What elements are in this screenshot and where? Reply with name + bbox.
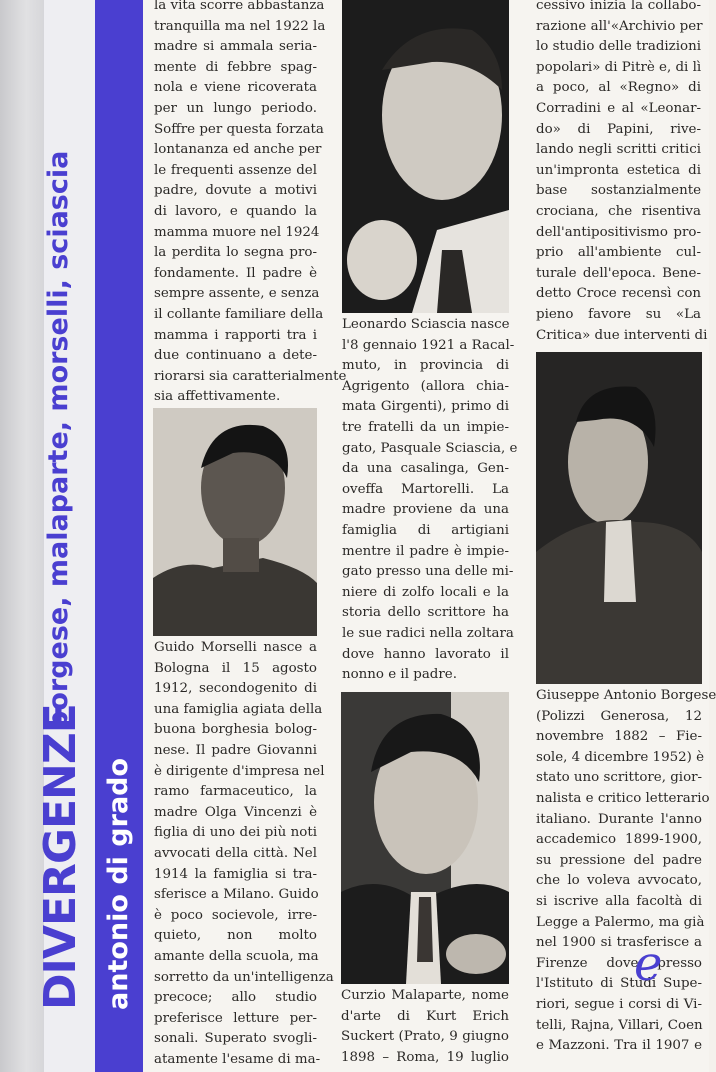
text-line: gato, Pasquale Sciascia, e xyxy=(342,440,518,456)
logo-letter: e xyxy=(634,936,663,992)
text-line: Bologna il 15 agosto xyxy=(154,660,317,676)
text-line: si iscrive alla facoltà di xyxy=(536,893,702,909)
text-line: a poco, al «Regno» di xyxy=(536,80,701,96)
text-line: d'arte di Kurt Erich xyxy=(341,1008,509,1024)
text-line: famiglia di artigiani xyxy=(342,522,509,538)
text-line: è poco socievole, irre- xyxy=(154,907,317,923)
text-line: Critica» due interventi di xyxy=(536,327,708,343)
text-line: mamma muore nel 1924 xyxy=(154,224,320,240)
photo-morselli xyxy=(153,408,317,636)
text-line: figlia di uno dei più noti xyxy=(154,825,317,841)
text-line: sia affettivamente. xyxy=(154,389,281,405)
text-line: le frequenti assenze del xyxy=(154,162,317,178)
text-line: avvocati della città. Nel xyxy=(154,845,317,861)
text-line: è dirigente d'impresa nel xyxy=(154,763,325,779)
book-subtitle: borgese, malaparte, morselli, sciascia xyxy=(43,150,74,730)
text-line: Legge a Palermo, ma già xyxy=(536,914,705,930)
text-line: Leonardo Sciascia nasce xyxy=(342,317,510,332)
text-column-left-top xyxy=(154,0,347,408)
photo-borgese xyxy=(536,352,702,684)
text-line: detto Croce recensì con xyxy=(536,286,701,302)
text-line: lontananza ed anche per xyxy=(154,142,322,158)
text-line: ramo farmaceutico, la xyxy=(154,784,317,800)
text-line: da una casalinga, Gen- xyxy=(342,461,509,477)
text-line: mamma i rapporti tra i xyxy=(154,327,317,343)
text-line: turale dell'epoca. Bene- xyxy=(536,265,701,281)
photo-sciascia xyxy=(342,0,509,313)
text-line: madre Olga Vincenzi è xyxy=(154,804,317,820)
text-line: italiano. Durante l'anno xyxy=(536,811,702,827)
text-line: 1898 – Roma, 19 luglio xyxy=(341,1049,509,1065)
text-line: nalista e critico letterario xyxy=(536,790,710,806)
portrait-photo-icon xyxy=(153,408,317,636)
text-line: sole, 4 dicembre 1952) è xyxy=(536,749,705,765)
book-title: DIVERGENZE xyxy=(35,704,86,1010)
text-line: la perdita lo segna pro- xyxy=(154,245,317,261)
portrait-photo-icon xyxy=(341,692,509,984)
portrait-photo-icon xyxy=(536,352,702,684)
text-line: riorarsi sia caratterialmente xyxy=(154,368,347,384)
text-line: Corradini e al «Leonar- xyxy=(536,100,701,116)
caption-morselli xyxy=(154,638,334,1070)
text-line: l'8 gennaio 1921 a Racal- xyxy=(342,337,515,353)
text-line: riori, segue i corsi di Vi- xyxy=(536,996,702,1012)
text-line: che lo voleva avvocato, xyxy=(536,873,702,889)
text-line: niere di zolfo locali e la xyxy=(342,584,509,600)
text-line: nel 1900 si trasferisce a xyxy=(536,935,702,951)
text-line: Curzio Malaparte, nome xyxy=(341,988,509,1003)
text-line: quieto, non molto xyxy=(154,928,317,944)
text-line: stato uno scrittore, gior- xyxy=(536,770,703,786)
text-line: precoce; allo studio xyxy=(154,990,317,1006)
text-line: due continuano a dete- xyxy=(154,348,317,364)
text-line: oveffa Martorelli. La xyxy=(342,481,509,497)
text-line: Giuseppe Antonio Borgese xyxy=(536,688,716,703)
text-line: lando negli scritti critici xyxy=(536,142,701,158)
text-line: pieno favore su «La xyxy=(536,306,701,322)
text-line: un'impronta estetica di xyxy=(536,162,701,178)
text-line: sonali. Superato svogli- xyxy=(154,1031,317,1047)
text-line: do» di Papini, rive- xyxy=(536,121,701,137)
text-line: storia dello scrittore ha xyxy=(342,605,509,621)
text-line: la vita scorre abbastanza xyxy=(154,0,325,13)
text-line: razione all'«Archivio per xyxy=(536,18,703,34)
text-line: l'Istituto di Studi Supe- xyxy=(536,976,702,992)
text-line: dell'antipositivismo pro- xyxy=(536,224,701,240)
text-line: telli, Rajna, Villari, Coen xyxy=(536,1017,703,1033)
text-line: nese. Il padre Giovanni xyxy=(154,742,317,758)
book-author: antonio di grado xyxy=(103,757,134,1010)
text-line: nola e viene ricoverata xyxy=(154,80,317,96)
text-line: 1914 la famiglia si tra- xyxy=(154,866,317,882)
text-line: muto, in provincia di xyxy=(342,358,509,374)
text-line: 1912, secondogenito di xyxy=(154,681,317,697)
text-line: preferisce letture per- xyxy=(154,1010,317,1026)
text-line: sorretto da un'intelligenza xyxy=(154,969,334,985)
text-line: madre si ammala seria- xyxy=(154,39,317,55)
publisher-logo-icon xyxy=(628,936,678,992)
text-line: cessivo inizia la collabo- xyxy=(536,0,701,13)
text-line: su pressione del padre xyxy=(536,852,702,868)
text-line: Agrigento (allora chia- xyxy=(342,378,509,394)
text-line: una famiglia agiata della xyxy=(154,701,323,717)
text-line: per un lungo periodo. xyxy=(154,100,317,116)
text-line: e Mazzoni. Tra il 1907 e xyxy=(536,1038,702,1054)
text-line: atamente l'esame di ma- xyxy=(154,1051,321,1067)
text-line: mente di febbre spag- xyxy=(154,59,317,75)
text-line: dove hanno lavorato il xyxy=(342,646,509,662)
text-line: (Polizzi Generosa, 12 xyxy=(536,708,702,724)
text-column-right-top xyxy=(536,0,708,346)
text-line: Suckert (Prato, 9 giugno xyxy=(341,1029,509,1045)
caption-sciascia xyxy=(342,315,518,686)
text-line: Firenze dove presso xyxy=(536,955,702,971)
text-line: fondamente. Il padre è xyxy=(154,265,317,281)
text-line: accademico 1899-1900, xyxy=(536,832,702,848)
photo-malaparte xyxy=(341,692,509,984)
text-line: padre, dovute a motivi xyxy=(154,183,317,199)
text-line: sempre assente, e senza xyxy=(154,286,320,302)
text-line: sferisce a Milano. Guido xyxy=(154,887,319,903)
text-line: lo studio delle tradizioni xyxy=(536,39,701,55)
text-line: tranquilla ma nel 1922 la xyxy=(154,18,326,34)
text-line: popolari» di Pitrè e, di lì xyxy=(536,59,702,75)
text-line: di lavoro, e quando la xyxy=(154,203,317,219)
text-line: amante della scuola, ma xyxy=(154,948,319,964)
caption-malaparte xyxy=(341,986,509,1068)
text-line: prio all'ambiente cul- xyxy=(536,245,701,261)
text-line: il collante familiare della xyxy=(154,306,324,322)
text-line: crociana, che risentiva xyxy=(536,203,701,219)
text-line: mata Girgenti), primo di xyxy=(342,399,509,415)
text-line: buona borghesia bolog- xyxy=(154,722,317,738)
caption-borgese xyxy=(536,686,716,1057)
text-line: gato presso una delle mi- xyxy=(342,564,514,580)
text-line: madre proviene da una xyxy=(342,502,509,518)
text-line: mentre il padre è impie- xyxy=(342,543,509,559)
text-line: novembre 1882 – Fie- xyxy=(536,729,702,745)
text-line: base sostanzialmente xyxy=(536,183,701,199)
text-line: le sue radici nella zoltara xyxy=(342,625,514,641)
text-line: Guido Morselli nasce a xyxy=(154,640,317,655)
portrait-photo-icon xyxy=(342,0,509,313)
text-line: Soffre per questa forzata xyxy=(154,121,324,137)
text-line: nonno e il padre. xyxy=(342,667,457,683)
text-line: tre fratelli da un impie- xyxy=(342,419,509,435)
